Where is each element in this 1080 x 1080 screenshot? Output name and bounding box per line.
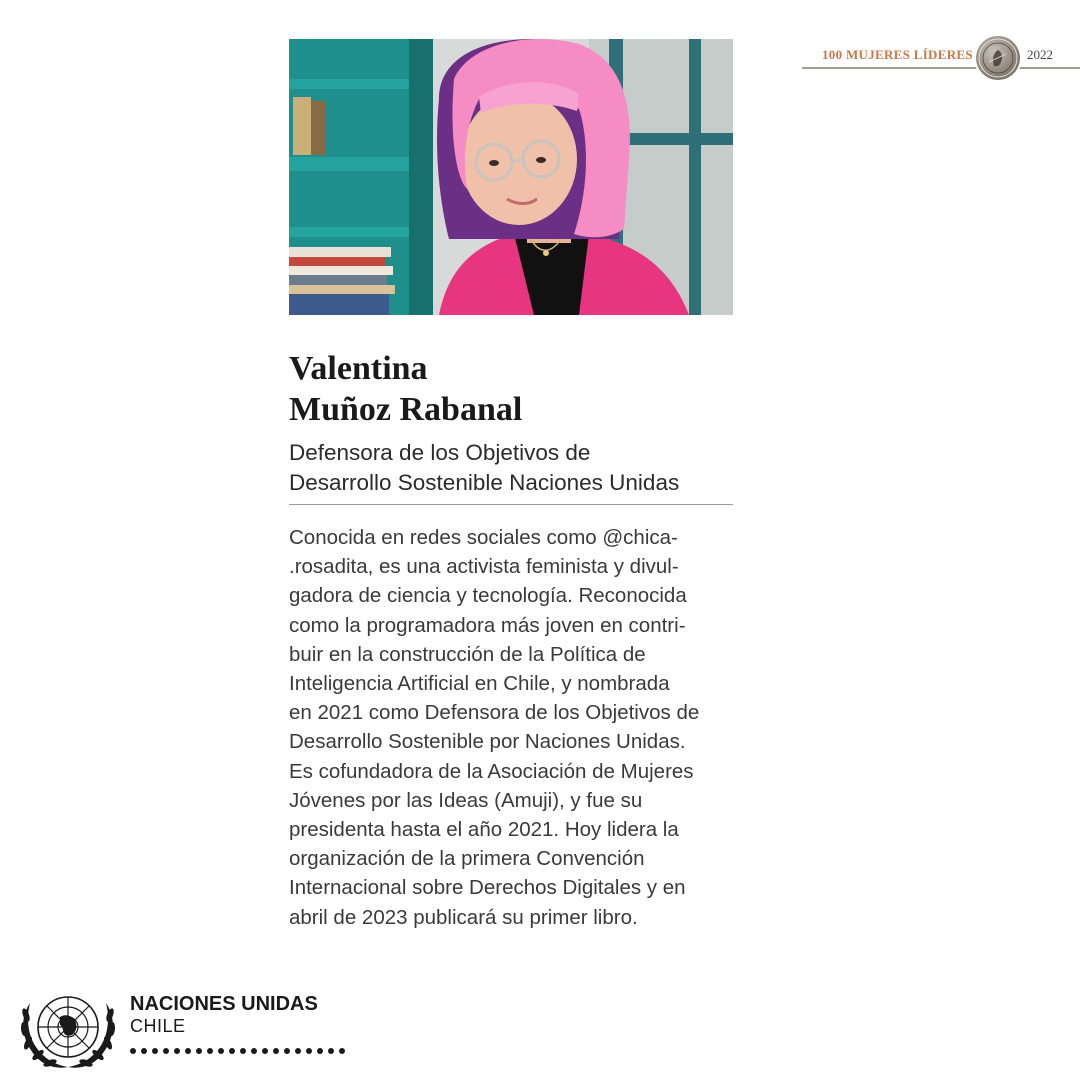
person-name <box>289 348 749 430</box>
publication-header <box>802 36 1080 76</box>
portrait-photo <box>289 39 733 315</box>
dotted-rule <box>130 1048 345 1054</box>
section-divider <box>289 504 733 505</box>
bio-line: organización de la primera Convención <box>289 847 645 871</box>
person-last-name: Muñoz Rabanal <box>289 391 523 428</box>
medal-icon <box>976 36 1020 80</box>
bio-line: en 2021 como Defensora de los Objetivos de <box>289 701 700 725</box>
role-line: Defensora de los Objetivos de <box>289 440 591 465</box>
un-emblem-icon <box>16 983 120 1073</box>
bio-line: Desarrollo Sostenible por Naciones Unidas. <box>289 730 686 754</box>
person-first-name: Valentina <box>289 350 428 387</box>
biography-text <box>289 523 739 932</box>
bio-line: gadora de ciencia y tecnología. Reconocida <box>289 584 687 608</box>
organization-name: NACIONES UNIDAS <box>130 993 318 1015</box>
bio-line: Inteligencia Artificial en Chile, y nombrada <box>289 672 670 696</box>
header-rule <box>802 67 1080 69</box>
bio-line: buir en la construcción de la Política de <box>289 642 646 666</box>
bio-line: Internacional sobre Derechos Digitales y en <box>289 876 686 900</box>
bio-line: Es cofundadora de la Asociación de Mujeres <box>289 759 694 783</box>
bio-line: Jóvenes por las Ideas (Amuji), y fue su <box>289 788 643 812</box>
bio-line: abril de 2023 publicará su primer libro. <box>289 905 638 929</box>
publication-title: 100 MUJERES LÍDERES <box>822 47 973 62</box>
bio-line: como la programadora más joven en contri- <box>289 613 686 637</box>
person-role <box>289 438 749 498</box>
organization-country: CHILE <box>130 1016 186 1036</box>
bio-line: .rosadita, es una activista feminista y divul- <box>289 555 679 579</box>
bio-line: Conocida en redes sociales como @chica- <box>289 526 678 549</box>
bio-line: presidenta hasta el año 2021. Hoy lidera la <box>289 818 679 842</box>
role-line: Desarrollo Sostenible Naciones Unidas <box>289 470 680 495</box>
publication-year: 2022 <box>1027 47 1053 62</box>
